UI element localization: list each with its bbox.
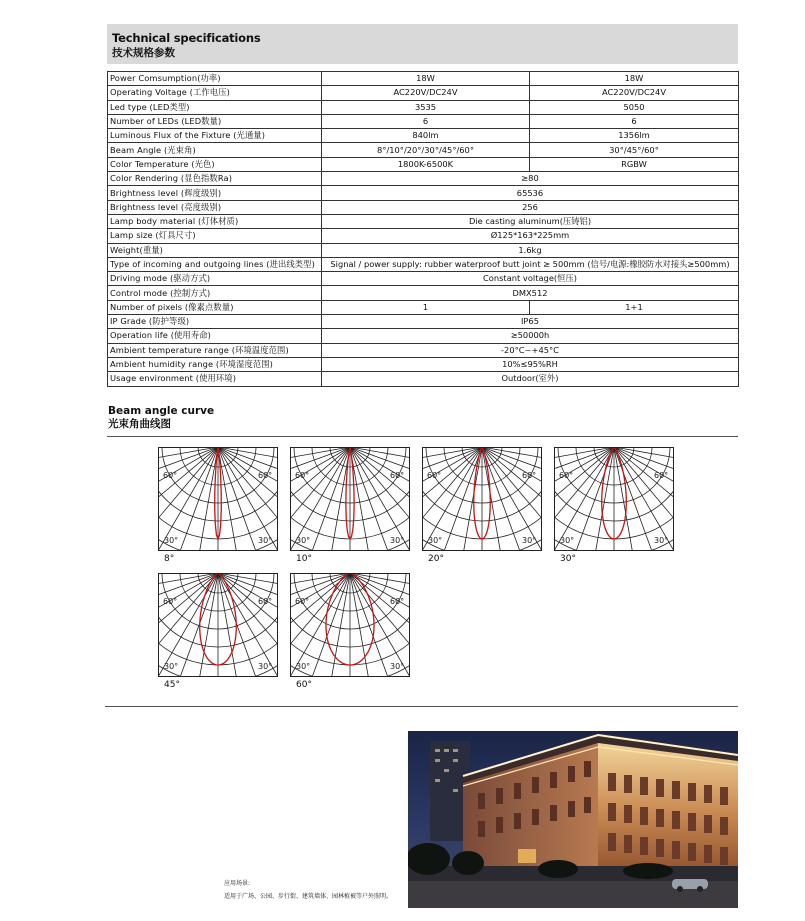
spec-value: RGBW (530, 157, 739, 171)
polar-chart (290, 573, 410, 677)
spec-value: ≥80 (322, 172, 739, 186)
tick-label-upper-left: 60° (559, 471, 574, 480)
beam-angle-label: 20° (428, 554, 444, 564)
spec-row (108, 315, 739, 329)
spec-value: 256 (322, 200, 739, 214)
tick-label-upper-right: 60° (654, 471, 669, 480)
spec-value: 10%≤95%RH (322, 357, 739, 371)
spec-title-cn: 技术规格参数 (112, 47, 175, 59)
spec-label: Led type (LED类型) (108, 100, 322, 114)
beam-angle-label: 8° (164, 554, 175, 564)
spec-value: 5050 (530, 100, 739, 114)
tick-label-upper-right: 60° (390, 597, 405, 606)
spec-value: Constant voltage(恒压) (322, 272, 739, 286)
spec-row (108, 100, 739, 114)
spec-value: 1+1 (530, 300, 739, 314)
tick-label-lower-right: 30° (258, 662, 273, 671)
tick-label-lower-left: 30° (428, 536, 443, 545)
application-caption-text: 适用于广场、公园、步行街、建筑墙体、园林植被等户外照明。 (224, 893, 393, 900)
tick-label-lower-left: 30° (296, 536, 311, 545)
spec-row (108, 200, 739, 214)
beam-angle-label: 45° (164, 680, 180, 690)
tick-label-upper-right: 60° (522, 471, 537, 480)
spec-label: Ambient temperature range (环境温度范围) (108, 343, 322, 357)
beam-angle-label: 30° (560, 554, 576, 564)
spec-label: Lamp size (灯具尺寸) (108, 229, 322, 243)
spec-label: Color Rendering (显色指数Ra) (108, 172, 322, 186)
tick-label-upper-right: 60° (258, 471, 273, 480)
spec-row (108, 243, 739, 257)
spec-row (108, 286, 739, 300)
spec-value: 1800K-6500K (322, 157, 530, 171)
spec-row (108, 143, 739, 157)
building-night-photo (408, 731, 738, 908)
spec-row (108, 72, 739, 86)
spec-value: AC220V/DC24V (322, 86, 530, 100)
spec-row (108, 157, 739, 171)
spec-label: Type of incoming and outgoing lines (进出线类型) (108, 257, 322, 271)
spec-value: 18W (530, 72, 739, 86)
spec-value: 30°/45°/60° (530, 143, 739, 157)
spec-row (108, 300, 739, 314)
spec-label: Ambient humidity range (环境湿度范围) (108, 357, 322, 371)
spec-value: AC220V/DC24V (530, 86, 739, 100)
tick-label-lower-left: 30° (560, 536, 575, 545)
spec-row (108, 343, 739, 357)
spec-value: Ø125*163*225mm (322, 229, 739, 243)
tick-label-upper-right: 60° (258, 597, 273, 606)
spec-title-en: Technical specifications (112, 31, 261, 45)
spec-label: Operation life (使用寿命) (108, 329, 322, 343)
spec-label: Operating Voltage (工作电压) (108, 86, 322, 100)
spec-value: 1 (322, 300, 530, 314)
tick-label-upper-left: 60° (163, 471, 178, 480)
tick-label-upper-left: 60° (295, 597, 310, 606)
spec-label: Color Temperature (光色) (108, 157, 322, 171)
tick-label-lower-right: 30° (654, 536, 669, 545)
polar-chart (290, 447, 410, 551)
spec-value: IP65 (322, 315, 739, 329)
spec-row (108, 257, 739, 271)
spec-row (108, 357, 739, 371)
tick-label-lower-left: 30° (164, 662, 179, 671)
spec-value: 8°/10°/20°/30°/45°/60° (322, 143, 530, 157)
tick-label-upper-left: 60° (427, 471, 442, 480)
beam-angle-label: 10° (296, 554, 312, 564)
spec-label: Control mode (控制方式) (108, 286, 322, 300)
beam-section-title (108, 405, 214, 431)
spec-row (108, 272, 739, 286)
spec-value: 3535 (322, 100, 530, 114)
spec-label: Weight(重量) (108, 243, 322, 257)
spec-value: 65536 (322, 186, 739, 200)
spec-row (108, 186, 739, 200)
spec-row (108, 214, 739, 228)
spec-value: Outdoor(室外) (322, 372, 739, 386)
spec-label: Beam Angle (光束角) (108, 143, 322, 157)
spec-row (108, 229, 739, 243)
tick-label-lower-right: 30° (258, 536, 273, 545)
spec-label: IP Grade (防护等级) (108, 315, 322, 329)
spec-value: 1.6kg (322, 243, 739, 257)
spec-row (108, 86, 739, 100)
spec-value: Signal / power supply: rubber waterproof butt joint ≥ 500mm (信号/电源:橡胶防水对接头≥500mm) (322, 257, 739, 271)
polar-chart (554, 447, 674, 551)
spec-row (108, 172, 739, 186)
section-divider (107, 436, 738, 437)
polar-chart (158, 573, 278, 677)
tick-label-lower-right: 30° (390, 536, 405, 545)
spec-value: 1356lm (530, 129, 739, 143)
spec-value: -20°C~+45°C (322, 343, 739, 357)
spec-table (107, 71, 739, 387)
spec-value: 6 (322, 114, 530, 128)
spec-row (108, 114, 739, 128)
tick-label-upper-left: 60° (295, 471, 310, 480)
spec-label: Brightness level (亮度级别) (108, 200, 322, 214)
tick-label-upper-left: 60° (163, 597, 178, 606)
spec-label: Driving mode (驱动方式) (108, 272, 322, 286)
spec-label: Usage environment (使用环境) (108, 372, 322, 386)
tick-label-lower-right: 30° (390, 662, 405, 671)
section-divider (105, 706, 738, 707)
spec-header-band (107, 24, 738, 64)
beam-title-cn: 光束角曲线图 (108, 418, 171, 430)
tick-label-upper-right: 60° (390, 471, 405, 480)
spec-label: Brightness level (辉度级别) (108, 186, 322, 200)
spec-label: Number of LEDs (LED数量) (108, 114, 322, 128)
beam-angle-label: 60° (296, 680, 312, 690)
spec-label: Lamp body material (灯体材质) (108, 214, 322, 228)
spec-label: Luminous Flux of the Fixture (光通量) (108, 129, 322, 143)
spec-value: 18W (322, 72, 530, 86)
spec-row (108, 329, 739, 343)
application-caption-title: 应用场景: (224, 880, 251, 887)
tick-label-lower-left: 30° (296, 662, 311, 671)
polar-chart (158, 447, 278, 551)
spec-label: Power Comsumption(功率) (108, 72, 322, 86)
spec-value: DMX512 (322, 286, 739, 300)
spec-label: Number of pixels (像素点数量) (108, 300, 322, 314)
spec-row (108, 372, 739, 386)
tick-label-lower-right: 30° (522, 536, 537, 545)
spec-value: Die casting aluminum(压铸铝) (322, 214, 739, 228)
spec-value: 840lm (322, 129, 530, 143)
spec-row (108, 129, 739, 143)
spec-value: 6 (530, 114, 739, 128)
tick-label-lower-left: 30° (164, 536, 179, 545)
spec-value: ≥50000h (322, 329, 739, 343)
polar-chart (422, 447, 542, 551)
beam-title-en: Beam angle curve (108, 405, 215, 417)
